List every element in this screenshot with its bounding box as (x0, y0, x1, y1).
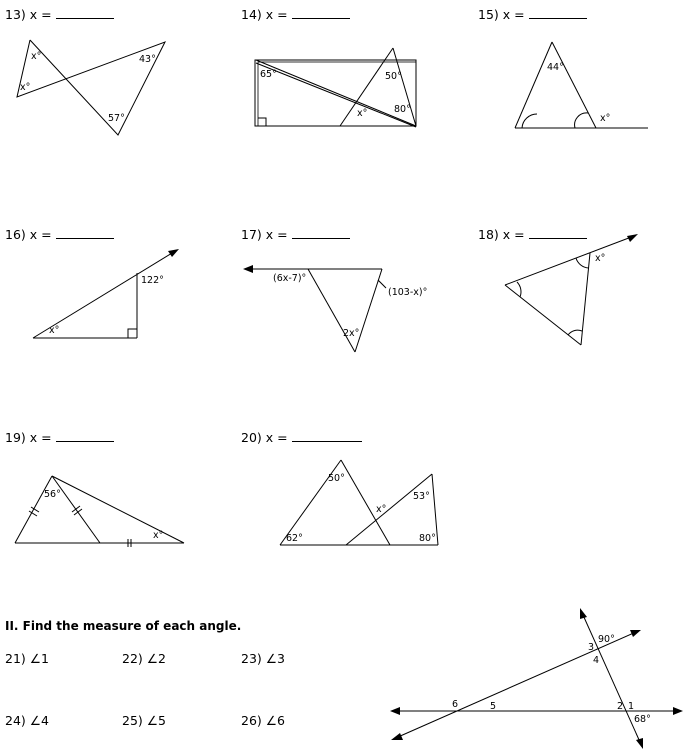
angle-label: 57° (108, 113, 125, 124)
angle-label: 62° (286, 533, 303, 544)
arrow-head-icon (580, 608, 587, 619)
angle-label: 80° (394, 104, 411, 115)
angle-label: 90° (598, 634, 615, 645)
angle-label: x° (31, 51, 42, 62)
angle-label: 50° (328, 473, 345, 484)
problem-20-label: 20) x = (241, 430, 362, 445)
arrow-head-icon (673, 707, 683, 715)
angle-label: 56° (44, 489, 61, 500)
angle-label: x° (20, 82, 31, 93)
angle-label: 2 (617, 701, 624, 712)
question-26: 26) ∠6 (241, 713, 285, 728)
question-22: 22) ∠2 (122, 651, 166, 666)
question-24: 24) ∠4 (5, 713, 49, 728)
section-heading: II. Find the measure of each angle. (5, 619, 242, 633)
angle-label: 1 (628, 701, 635, 712)
problem-17-label: 17) x = (241, 227, 350, 242)
angle-label: 3 (588, 642, 595, 653)
angle-label: 5 (490, 701, 497, 712)
angle-label: 53° (413, 491, 430, 502)
angle-label: 6 (452, 699, 459, 710)
angle-label: x° (153, 530, 164, 541)
angle-label: 122° (141, 275, 164, 286)
arrow-head-icon (636, 738, 643, 749)
angle-label: 65° (260, 69, 277, 80)
arrow-head-icon (391, 733, 403, 740)
problem-16-label: 16) x = (5, 227, 114, 242)
problem-14-label: 14) x = (241, 7, 350, 22)
angle-label: x° (376, 504, 387, 515)
angle-label: 2x° (343, 328, 360, 339)
problem-15-label: 15) x = (478, 7, 587, 22)
angle-label: 50° (385, 71, 402, 82)
angle-label: x° (595, 253, 606, 264)
angle-label: x° (357, 108, 368, 119)
problem-18-label: 18) x = (478, 227, 587, 242)
angle-label: 80° (419, 533, 436, 544)
angle-label: (6x-7)° (273, 273, 307, 284)
angle-label: (103-x)° (388, 287, 428, 298)
angle-label: 43° (139, 54, 156, 65)
angle-label: 44° (547, 62, 564, 73)
angle-label: x° (600, 113, 611, 124)
question-21: 21) ∠1 (5, 651, 49, 666)
problem-13-label: 13) x = (5, 7, 114, 22)
angle-label: 68° (634, 714, 651, 725)
angle-label: 4 (593, 655, 600, 666)
problem-19-label: 19) x = (5, 430, 114, 445)
arrow-head-icon (630, 630, 641, 637)
question-25: 25) ∠5 (122, 713, 166, 728)
angle-label: x° (49, 325, 60, 336)
question-23: 23) ∠3 (241, 651, 285, 666)
arrow-head-icon (390, 707, 400, 715)
